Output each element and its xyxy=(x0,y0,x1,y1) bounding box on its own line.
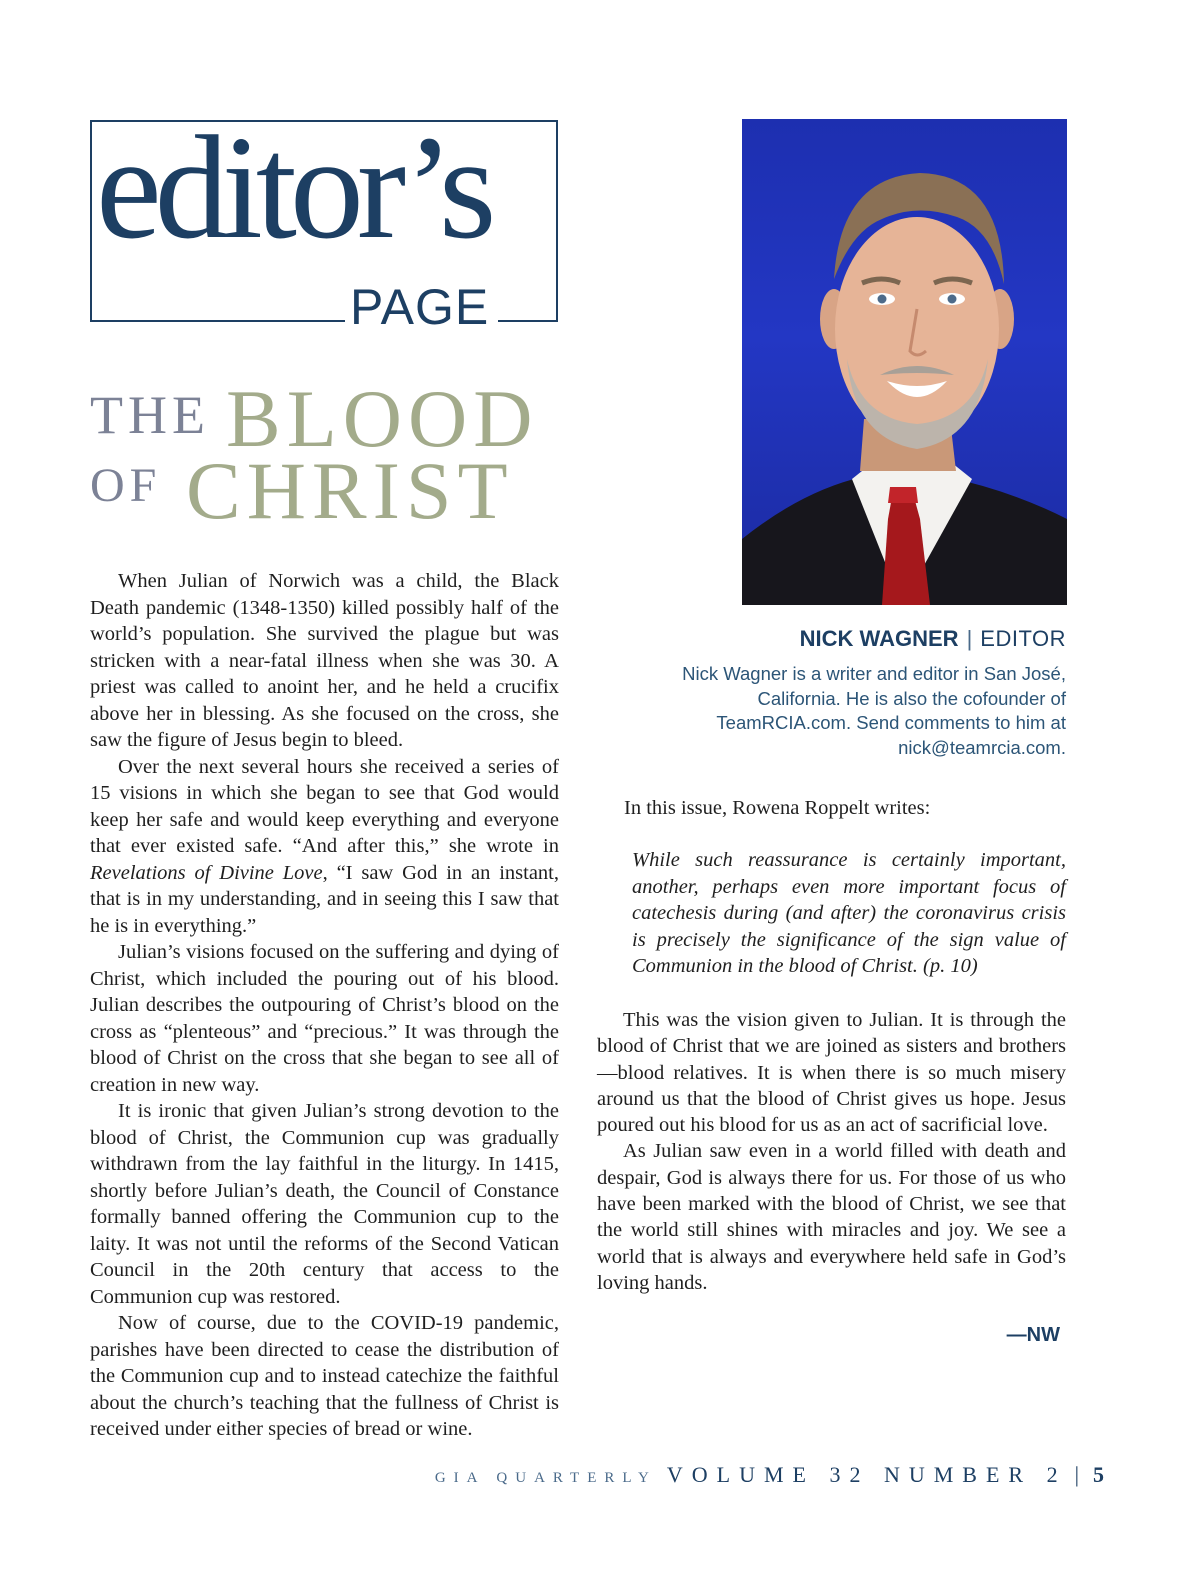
issue-volume: VOLUME 32 NUMBER 2 xyxy=(666,1462,1067,1487)
article-paragraph: Julian’s visions focused on the suffering and dying of Christ, which included the pouring out of his blood. Julian describes the outpouring of Christ’s blood on the cross as “plenteous” and “precious.” It was through the blood of Christ on the cross that she began to see all of creation in new way. xyxy=(90,941,559,1096)
author-signoff: —NW xyxy=(1006,1324,1060,1346)
paragraph-text: , “I saw God in an instant, that is in my understanding, and in seeing this I saw that he is in everything.” xyxy=(90,861,559,937)
page-footer xyxy=(435,1464,1104,1486)
article-paragraph: As Julian saw even in a world filled with death and despair, God is always there for us. For those of us who have been marked with the blood of Christ, we see that the world still shines with miracles and joy. We see a world that is always and everywhere held safe in God’s loving hands. xyxy=(597,1140,1066,1294)
bio-line: TeamRCIA.com. Send comments to him at xyxy=(716,712,1066,733)
byline-separator: | xyxy=(966,626,973,651)
article-left-column xyxy=(90,568,559,1443)
editor-name: NICK WAGNER xyxy=(799,626,959,651)
masthead-rule xyxy=(90,320,345,322)
headline-christ: CHRIST xyxy=(186,445,514,536)
article-paragraph: When Julian of Norwich was a child, the Black Death pandemic (1348-1350) killed possibly half of the world’s population. She survived the plague but was stricken with a near-fatal illness when she was 30. A priest was called to anoint her, and he held a crucifix above her in blessing. As she focused on the cross, she saw the figure of Jesus begin to bleed. xyxy=(90,570,559,751)
headline-blood: BLOOD xyxy=(226,373,539,464)
article-paragraph xyxy=(90,754,559,940)
bio-line: California. He is also the cofounder of xyxy=(757,687,1066,709)
portrait-illustration xyxy=(742,119,1067,605)
editor-byline xyxy=(600,628,1066,650)
editor-role: EDITOR xyxy=(980,626,1066,651)
headline-the: THE xyxy=(90,385,210,445)
book-title: Revelations of Divine Love xyxy=(90,861,323,884)
paragraph-text: Over the next several hours she received a series of 15 visions in which she began to see that God would keep her safe and would keep everything and everyone that ever existed safe. “And after this,” she wrote in xyxy=(90,755,559,857)
publication-name: GIA QUARTERLY xyxy=(434,1470,657,1486)
article-right-column xyxy=(597,1007,1066,1296)
footer-separator: | xyxy=(1074,1462,1079,1487)
masthead-word: editor’s xyxy=(96,106,490,270)
bio-email: nick@teamrcia.com. xyxy=(898,736,1066,758)
masthead-subtitle: PAGE xyxy=(350,279,490,335)
quote-intro: In this issue, Rowena Roppelt writes: xyxy=(624,797,931,819)
article-paragraph: Now of course, due to the COVID-19 pandemic, parishes have been directed to cease the distribution of the Communion cup and to instead catechize the faithful about the church’s teaching that the fullness of Christ is received under either species of bread or wine. xyxy=(90,1312,559,1440)
bio-line: Nick Wagner is a writer and editor in San José, xyxy=(682,663,1066,684)
editor-portrait-photo xyxy=(742,119,1067,605)
block-quote: While such reassurance is certainly important, another, perhaps even more important focus of catechesis during (and after) the coronavirus crisis is precisely the significance of the sign value of Communion in the blood of Christ. (p. 10) xyxy=(632,849,1066,977)
editor-bio xyxy=(600,662,1066,760)
article-paragraph: It is ironic that given Julian’s strong devotion to the blood of Christ, the Communion cup was gradually withdrawn from the lay faithful in the liturgy. In 1415, shortly before Julian’s death, the Council of Constance formally banned offering the Communion cup to the laity. It was not until the reforms of the Second Vatican Council in the 20th century that access to the Communion cup was restored. xyxy=(90,1100,559,1308)
article-paragraph: This was the vision given to Julian. It is through the blood of Christ that we are joined as sisters and brothers—blood relatives. It is when there is so much misery around us that the blood of Christ gives us hope. Jesus poured out his blood for us as an act of sacrificial love. xyxy=(597,1009,1066,1137)
page-number: 5 xyxy=(1093,1462,1104,1487)
headline-of: OF xyxy=(90,459,162,512)
masthead-rule xyxy=(498,320,558,322)
